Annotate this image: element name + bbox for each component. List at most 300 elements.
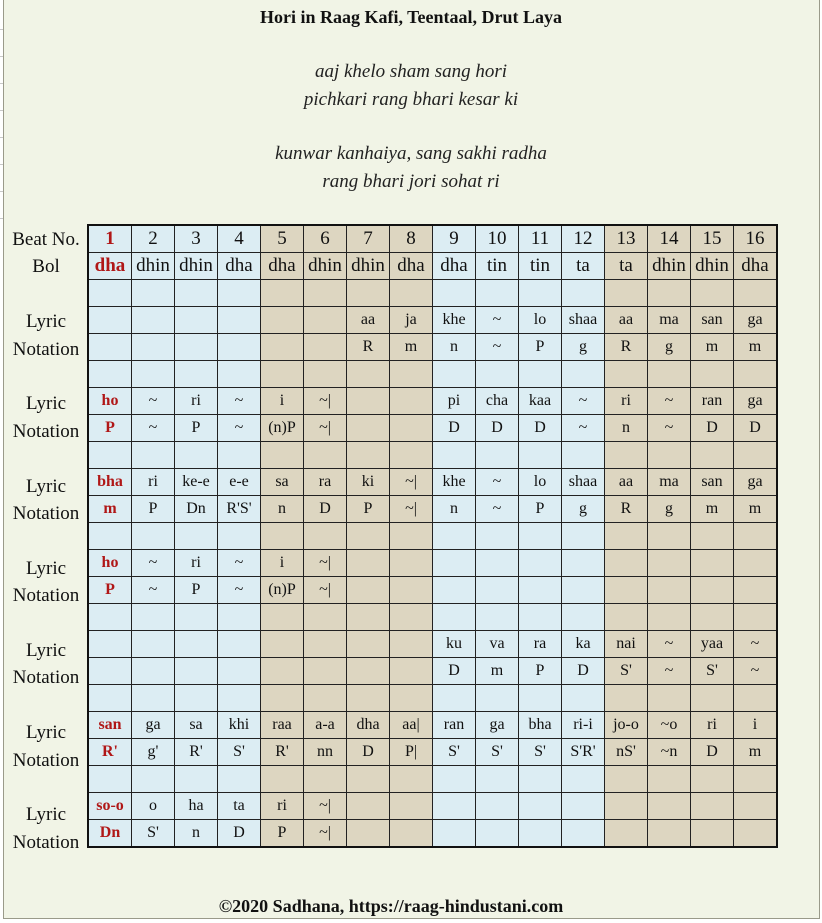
spacer-row-cell [562,361,605,388]
notation-row-cell: S' [519,739,562,766]
lyric-row-cell [519,793,562,820]
spacer-row-cell [605,280,648,307]
lyric-row [88,712,777,739]
notation-label: Notation [12,585,80,607]
spacer-row-cell [433,766,476,793]
notation-row-cell [562,577,605,604]
notation-row-cell: R [347,334,390,361]
lyric-row-cell: e-e [218,469,261,496]
notation-row-cell: P [347,496,390,523]
spacer-row-cell [218,442,261,469]
spacer-row-cell [347,361,390,388]
notation-row-cell: ~ [562,415,605,442]
notation-label: Notation [12,338,80,360]
notation-row-cell [734,820,778,848]
notation-row-cell [605,577,648,604]
lyric-row-cell: ri [175,388,218,415]
spacer-row-cell [390,604,433,631]
spacer-row-cell [648,361,691,388]
spacer-row-cell [476,280,519,307]
spacer-row-cell [175,361,218,388]
spacer-row-cell [304,685,347,712]
spacer-row-cell [691,685,734,712]
lyric-row [88,550,777,577]
lyric-row-cell [347,631,390,658]
lyric-row-cell: kaa [519,388,562,415]
lyric-row-cell: san [691,469,734,496]
spacer-row-cell [691,604,734,631]
lyric-row [88,793,777,820]
notation-row-cell: ~ [132,415,175,442]
notation-row-cell [433,820,476,848]
copyright-footer: ©2020 Sadhana, https://raag-hindustani.com [218,896,564,916]
notation-row [88,739,777,766]
notation-row-cell: Dn [88,820,132,848]
lyric-row-cell: ~ [476,469,519,496]
notation-row-cell [390,658,433,685]
spacer-row-cell [562,766,605,793]
notation-row-cell [218,334,261,361]
bol-row-cell: dhin [691,253,734,280]
bol-row-cell: dha [390,253,433,280]
lyric-row-cell [88,631,132,658]
notation-row-cell: S' [218,739,261,766]
notation-row [88,496,777,523]
notation-row-cell [88,334,132,361]
spacer-row-cell [476,361,519,388]
lyric-row-cell: ga [734,469,778,496]
beat-number-row-cell: 3 [175,225,218,253]
bol-row-cell: dhin [304,253,347,280]
lyric-row-cell: va [476,631,519,658]
lyric-row-cell: jo-o [605,712,648,739]
bol-row-cell: tin [476,253,519,280]
spacer-row-cell [175,442,218,469]
notation-row-cell: ~ [132,577,175,604]
notation-row-cell: m [390,334,433,361]
lyric-row-cell: ra [304,469,347,496]
notation-row [88,334,777,361]
lyric-row-cell [218,307,261,334]
notation-row-cell [476,577,519,604]
notation-row-cell: Dn [175,496,218,523]
spacer-row-cell [347,685,390,712]
beat-number-row-cell: 16 [734,225,778,253]
beat-number-row-cell: 9 [433,225,476,253]
lyric-row-cell [261,307,304,334]
notation-label: Notation [12,503,80,524]
notation-row-cell: nS' [605,739,648,766]
spacer-row-cell [175,604,218,631]
spacer-row-cell [476,766,519,793]
spacer-row-cell [218,685,261,712]
lyric-row-cell: aa [605,469,648,496]
notation-row-cell: g [562,334,605,361]
notation-row-cell: n [261,496,304,523]
spacer-row-cell [433,361,476,388]
spacer-row-cell [261,604,304,631]
lyric-label: Lyric [25,640,67,661]
spacer-row-cell [390,766,433,793]
notation-row-cell [605,820,648,848]
notation-table [87,224,778,848]
lyric-row-cell: i [734,712,778,739]
verse-line-4: rang bhari jori sohat ri [322,171,500,192]
bol-label: Bol [32,256,60,278]
spacer-row-cell [433,280,476,307]
spacer-row-cell [605,361,648,388]
spacer-row-cell [519,523,562,550]
spacer-row-cell [476,523,519,550]
lyric-row-cell [304,631,347,658]
gridline-tick [0,218,3,219]
notation-row-cell [734,577,778,604]
beat-number-row-cell: 4 [218,225,261,253]
verse-line-1: aaj khelo sham sang hori [314,61,508,82]
bol-row-cell: dha [734,253,778,280]
notation-row-cell: S' [691,658,734,685]
lyric-row-cell [648,550,691,577]
lyric-row-cell: shaa [562,469,605,496]
notation-row-cell: m [734,739,778,766]
spacer-row-cell [605,685,648,712]
spacer-row-cell [261,685,304,712]
spacer-row-cell [261,361,304,388]
lyric-row-cell: so-o [88,793,132,820]
lyric-row-cell: san [88,712,132,739]
lyric-row-cell [347,793,390,820]
notation-row-cell: D [476,415,519,442]
beat-number-row-cell: 6 [304,225,347,253]
spacer-row-cell [347,604,390,631]
notation-label: Notation [12,667,80,689]
spacer-row-cell [562,685,605,712]
lyric-row-cell: shaa [562,307,605,334]
bol-row-cell: ta [562,253,605,280]
notation-row-cell: D [562,658,605,685]
spacer-row [88,766,777,793]
spacer-row-cell [175,523,218,550]
lyric-row-cell: ~o [648,712,691,739]
notation-row-cell [175,658,218,685]
lyric-row-cell [175,307,218,334]
notation-row-cell [562,820,605,848]
spacer-row-cell [605,442,648,469]
spacer-row-cell [347,523,390,550]
spacer-row-cell [734,523,778,550]
notation-row-cell: ~ [476,496,519,523]
lyric-row-cell: dha [347,712,390,739]
notation-row-cell: D [691,415,734,442]
spacer-row-cell [519,280,562,307]
spacer-row-cell [88,361,132,388]
notation-row-cell [390,577,433,604]
notation-row-cell: P [519,334,562,361]
bol-row [88,253,777,280]
lyric-row-cell [347,388,390,415]
lyric-row-cell: ~ [476,307,519,334]
beat-number-row-cell: 8 [390,225,433,253]
lyric-row-cell: nai [605,631,648,658]
bol-row-cell: ta [605,253,648,280]
lyric-row-cell: ta [218,793,261,820]
spacer-row-cell [605,604,648,631]
lyric-row-cell [347,550,390,577]
spacer-row-cell [519,685,562,712]
lyric-row [88,307,777,334]
beat-number-row-cell: 10 [476,225,519,253]
lyric-row-cell: ga [132,712,175,739]
spacer-row [88,280,777,307]
lyric-row-cell [390,550,433,577]
spacer-row-cell [734,280,778,307]
notation-row [88,415,777,442]
lyric-row-cell: khi [218,712,261,739]
spacer-row-cell [132,604,175,631]
notation-row-cell: R' [175,739,218,766]
notation-row-cell: n [433,496,476,523]
lyric-row-cell: pi [433,388,476,415]
lyric-row-cell: ga [476,712,519,739]
spacer-row-cell [218,523,261,550]
lyric-row-cell [691,793,734,820]
spacer-row-cell [648,685,691,712]
notation-label: Notation [12,831,80,853]
page-title: Hori in Raag Kafi, Teentaal, Drut Laya [259,7,562,27]
notation-row-cell [691,577,734,604]
spacer-row-cell [476,604,519,631]
lyric-row-cell: ka [562,631,605,658]
notation-row-cell: P [175,415,218,442]
lyric-row-cell [304,307,347,334]
notation-row-cell: m [734,496,778,523]
notation-row [88,820,777,848]
notation-row-cell [648,820,691,848]
spacer-row-cell [218,766,261,793]
spacer-row-cell [218,361,261,388]
lyric-row-cell: ga [734,307,778,334]
spacer-row [88,442,777,469]
lyric-row-cell: i [261,550,304,577]
spacer-row-cell [218,280,261,307]
lyric-row-cell: ~ [648,388,691,415]
gridline-tick [0,137,3,138]
spacer-row-cell [88,604,132,631]
notation-row-cell [347,577,390,604]
notation-row-cell [519,577,562,604]
notation-row-cell: S' [476,739,519,766]
beat-number-row-cell: 2 [132,225,175,253]
spacer-row-cell [390,280,433,307]
lyric-row-cell [218,631,261,658]
lyric-row-cell: ran [691,388,734,415]
lyric-row-cell: raa [261,712,304,739]
lyric-row-cell [605,793,648,820]
notation-row-cell: S' [433,739,476,766]
spacer-row-cell [88,523,132,550]
beat-number-row [88,225,777,253]
spacer-row-cell [304,361,347,388]
notation-row [88,658,777,685]
notation-row-cell: P [261,820,304,848]
lyric-row-cell [562,793,605,820]
spacer-row-cell [132,766,175,793]
notation-row-cell [261,334,304,361]
notation-row-cell: R [605,496,648,523]
spacer-row-cell [304,523,347,550]
lyric-row-cell [476,793,519,820]
notation-row-cell: D [691,739,734,766]
lyric-row-cell: yaa [691,631,734,658]
spacer-row-cell [648,523,691,550]
notation-row-cell [88,658,132,685]
notation-row-cell [175,334,218,361]
lyric-row-cell: ~ [562,388,605,415]
gridline-tick [0,29,3,30]
verse-line-3: kunwar kanhaiya, sang sakhi radha [275,143,547,164]
notation-row-cell [218,658,261,685]
spacer-row-cell [88,685,132,712]
spacer-row-cell [88,442,132,469]
lyric-row-cell: ku [433,631,476,658]
notation-row-cell: m [691,334,734,361]
lyric-row-cell [175,631,218,658]
spacer-row-cell [519,604,562,631]
spacer-row-cell [648,604,691,631]
lyric-row-cell: ~| [304,388,347,415]
notation-row-cell: R [605,334,648,361]
lyric-row-cell: ri [605,388,648,415]
spacer-row-cell [691,280,734,307]
spacer-row [88,523,777,550]
lyric-row-cell: ha [175,793,218,820]
lyric-row-cell: ma [648,307,691,334]
notation-row-cell [433,577,476,604]
spacer-row-cell [433,604,476,631]
notation-row-cell [304,658,347,685]
lyric-row-cell [476,550,519,577]
bol-row-cell: dhin [648,253,691,280]
lyric-row-cell: bha [519,712,562,739]
lyric-row-cell: aa| [390,712,433,739]
notation-row-cell: n [605,415,648,442]
notation-row-cell: g' [132,739,175,766]
spacer-row-cell [433,523,476,550]
beat-number-row-cell: 5 [261,225,304,253]
notation-row-cell: S'R' [562,739,605,766]
spacer-row-cell [691,361,734,388]
spacer-row-cell [476,442,519,469]
bol-row-cell: dha [261,253,304,280]
lyric-row-cell: ~| [304,793,347,820]
lyric-row-cell [390,388,433,415]
bol-row-cell: dha [218,253,261,280]
lyric-row-cell [390,631,433,658]
spacer-row-cell [648,442,691,469]
lyric-row [88,469,777,496]
notation-row-cell: nn [304,739,347,766]
lyric-row-cell: ~ [132,550,175,577]
notation-row-cell: ~ [476,334,519,361]
notation-row-cell: g [648,334,691,361]
lyric-row-cell: i [261,388,304,415]
notation-label: Notation [12,420,80,442]
lyric-label: Lyric [25,804,67,826]
lyric-row-cell: ~ [132,388,175,415]
lyric-row-cell [433,793,476,820]
lyric-row-cell [648,793,691,820]
lyric-row-cell: ri [691,712,734,739]
notation-row-cell: n [175,820,218,848]
notation-row-cell: m [476,658,519,685]
lyric-row-cell: ma [648,469,691,496]
lyric-row-cell: cha [476,388,519,415]
notation-row-cell: n [433,334,476,361]
notation-row-cell: m [691,496,734,523]
spacer-row-cell [218,604,261,631]
notation-row-cell: (n)P [261,577,304,604]
spacer-row-cell [734,361,778,388]
spacer-row-cell [691,523,734,550]
gridline-tick [0,83,3,84]
lyric-row-cell: san [691,307,734,334]
notation-row-cell: D [218,820,261,848]
bol-row-cell: dhin [347,253,390,280]
spacer-row-cell [562,523,605,550]
lyric-row-cell: ~ [734,631,778,658]
spacer-row-cell [132,442,175,469]
notation-row-cell: P| [390,739,433,766]
beat-number-row-cell: 15 [691,225,734,253]
lyric-row-cell: sa [175,712,218,739]
notation-row-cell [132,658,175,685]
spacer-row-cell [132,523,175,550]
spacer-row-cell [261,523,304,550]
lyric-row-cell: ho [88,550,132,577]
spacer-row-cell [734,685,778,712]
spacer-row-cell [519,442,562,469]
notation-row-cell [347,820,390,848]
notation-row [88,577,777,604]
spacer-row-cell [304,442,347,469]
lyric-label: Lyric [25,393,67,415]
lyric-row-cell [261,631,304,658]
beat-number-row-cell: 12 [562,225,605,253]
lyric-row-cell: o [132,793,175,820]
spacer-row-cell [88,766,132,793]
notation-row-cell: P [88,577,132,604]
notation-row-cell: R'S' [218,496,261,523]
notation-row-cell: ~n [648,739,691,766]
beat-number-row-cell: 13 [605,225,648,253]
lyric-row-cell: ki [347,469,390,496]
notation-row-cell: D [519,415,562,442]
lyric-row-cell: ri [175,550,218,577]
notation-row-cell [390,415,433,442]
spacer-row-cell [519,361,562,388]
lyric-row-cell: ke-e [175,469,218,496]
notation-row-cell: D [347,739,390,766]
notation-row-cell: P [88,415,132,442]
spacer-row-cell [562,604,605,631]
lyric-row-cell: ri [261,793,304,820]
spacer-row-cell [390,685,433,712]
lyric-row-cell: ran [433,712,476,739]
notation-row-cell: ~ [218,415,261,442]
spacer-row-cell [648,766,691,793]
bol-row-cell: dhin [175,253,218,280]
spacer-row-cell [347,766,390,793]
